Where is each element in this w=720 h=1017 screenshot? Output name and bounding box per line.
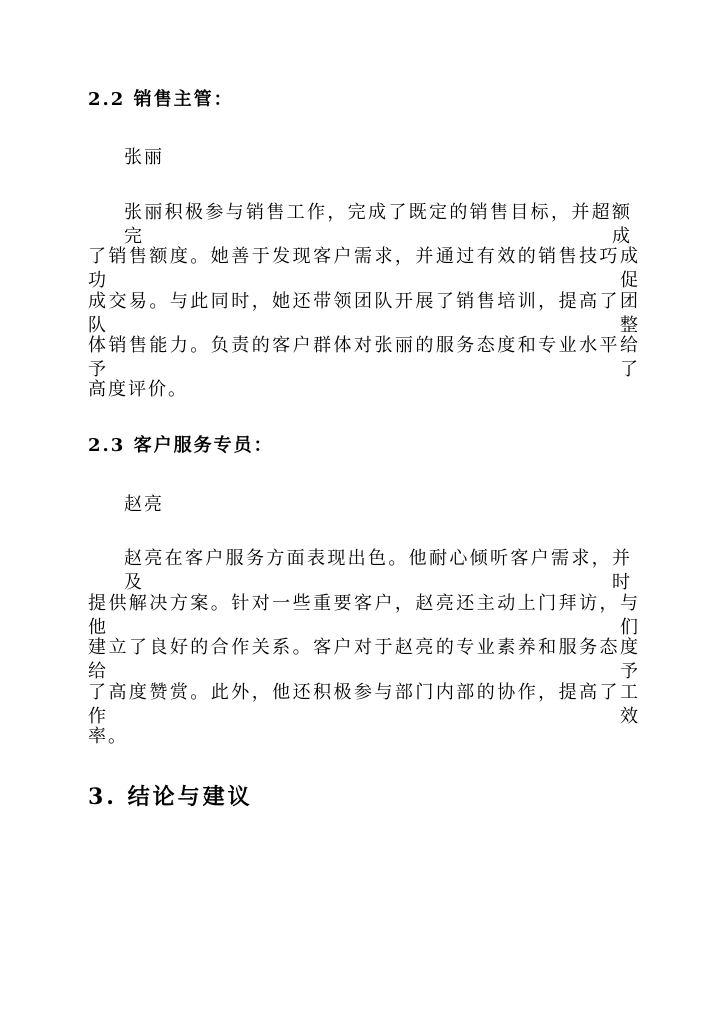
paragraph-line: 提供解决方案。针对一些重要客户，赵亮还主动上门拜访，与他们	[88, 593, 640, 638]
section-3-heading: 3. 结论与建议	[88, 784, 253, 810]
paragraph-line: 率。	[88, 726, 128, 747]
section-2-3-heading: 2.3 客户服务专员：	[88, 435, 274, 456]
paragraph-line: 体销售能力。负责的客户群体对张丽的服务态度和专业水平给予了	[88, 335, 640, 380]
paragraph-line: 高度评价。	[88, 379, 188, 400]
paragraph-line: 张丽积极参与销售工作，完成了既定的销售目标，并超额完成	[124, 202, 632, 247]
paragraph-line: 了销售额度。她善于发现客户需求，并通过有效的销售技巧成功促	[88, 246, 640, 291]
paragraph-line: 建立了良好的合作关系。客户对于赵亮的专业素养和服务态度给予	[88, 637, 640, 682]
paragraph-line: 了高度赞赏。此外，他还积极参与部门内部的协作，提高了工作效	[88, 682, 640, 727]
paragraph-line: 成交易。与此同时，她还带领团队开展了销售培训，提高了团队整	[88, 291, 640, 336]
section-2-3-name: 赵亮	[124, 494, 164, 515]
section-2-2-heading: 2.2 销售主管：	[88, 89, 234, 110]
paragraph-line: 赵亮在客户服务方面表现出色。他耐心倾听客户需求，并及时	[124, 548, 632, 593]
section-2-2-name: 张丽	[124, 147, 164, 168]
